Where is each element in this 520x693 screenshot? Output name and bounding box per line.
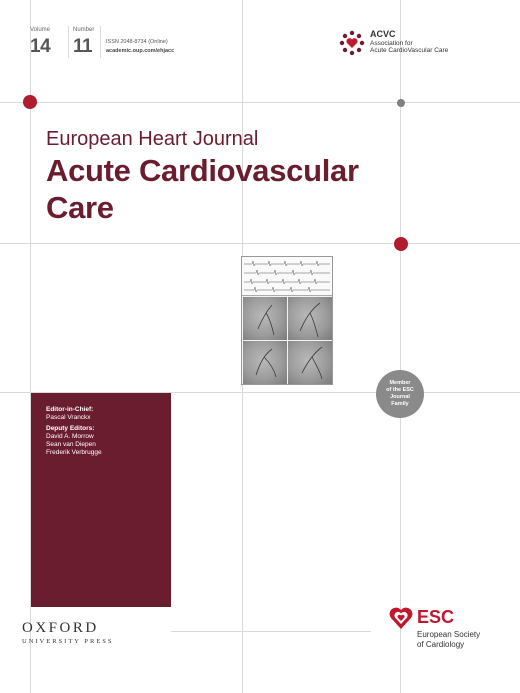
grid-line-bottom: [171, 631, 371, 632]
acvc-text: [370, 31, 448, 55]
journal-title-line1: European Heart Journal: [46, 128, 259, 150]
acvc-logo: [339, 30, 469, 60]
grey-dot-top-right: [397, 99, 405, 107]
esc-family-badge: [376, 370, 424, 418]
editors-panel: [31, 393, 171, 607]
header-divider: [68, 26, 69, 58]
esc-name-line1: European Society: [417, 630, 481, 639]
cover-image: [241, 256, 333, 385]
issn-text: ISSN 2048-8734 (Online): [106, 39, 168, 45]
journal-title-main: [46, 152, 359, 226]
esc-heart-icon: [388, 605, 414, 631]
volume-number: 14: [30, 36, 51, 57]
esc-abbr: ESC: [417, 607, 455, 627]
deputy-editor-3: Frederik Verbrugge: [46, 449, 102, 456]
esc-logo: [388, 605, 508, 655]
oup-logo-line1: OXFORD: [22, 620, 99, 636]
badge-line2: of the ESC: [386, 387, 414, 393]
oup-logo: [22, 620, 114, 645]
esc-full-name: [417, 630, 480, 650]
badge-line3: Journal: [390, 394, 410, 400]
badge-line1: Member: [389, 380, 411, 386]
oup-logo-line2: UNIVERSITY PRESS: [22, 638, 114, 645]
deputy-editors-label: Deputy Editors:: [46, 425, 95, 432]
journal-title-line2: Acute Cardiovascular: [46, 153, 359, 188]
editor-in-chief-label: Editor-in-Chief:: [46, 406, 94, 413]
issue-label: Number: [73, 27, 95, 33]
red-dot-mid-right: [394, 237, 408, 251]
badge-line4: Family: [391, 401, 409, 407]
grid-line-mid: [0, 243, 520, 244]
angiogram-vessels: [242, 257, 332, 384]
issue-number: 11: [73, 36, 93, 57]
editor-in-chief-name: Pascal Vranckx: [46, 414, 91, 421]
acvc-name-line2: Acute CardioVascular Care: [370, 47, 449, 54]
volume-label: Volume: [30, 27, 51, 33]
acvc-heart-icon: [339, 30, 365, 56]
journal-title-line3: Care: [46, 190, 114, 225]
deputy-editor-2: Sean van Diepen: [46, 441, 96, 448]
red-dot-top-left: [23, 95, 37, 109]
header-divider-2: [100, 26, 101, 58]
issn-block: [106, 38, 174, 56]
acvc-name-line1: Association for: [370, 39, 413, 47]
journal-url: academic.oup.com/ehjacc: [106, 48, 175, 54]
grid-line-top: [0, 102, 520, 103]
esc-name-line2: of Cardiology: [417, 640, 465, 649]
acvc-abbr: ACVC: [370, 29, 396, 39]
deputy-editor-1: David A. Morrow: [46, 433, 94, 440]
